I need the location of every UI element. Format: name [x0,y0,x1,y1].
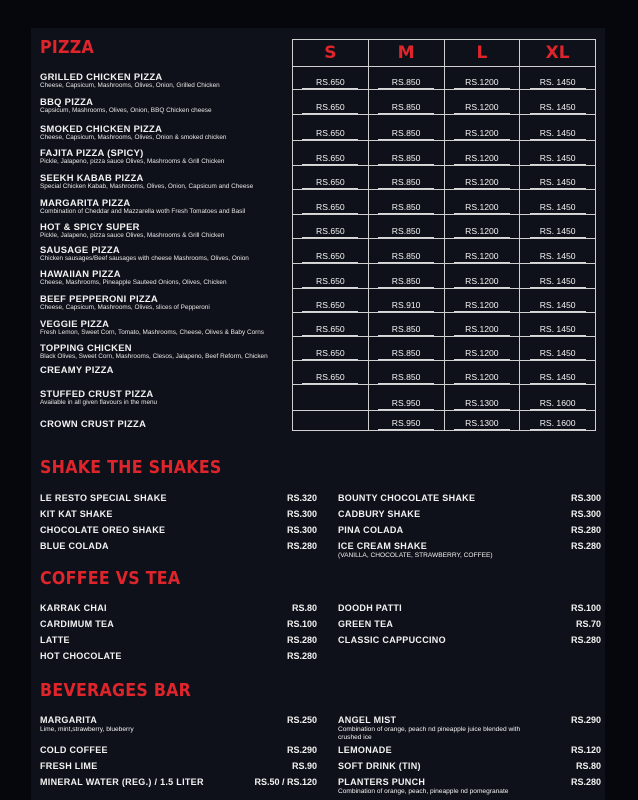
price-cell [293,337,369,361]
menu-item [338,715,528,742]
price-cell [293,384,369,410]
pizza-description: Black Olives, Sweet Corn, Mashrooms, Clesos, Jalapeno, Beef Reform, Chicken [40,353,268,360]
price-cell [520,337,596,361]
menu-item [40,603,107,614]
price-value: RS.650 [302,324,358,336]
pizza-name: VEGGIE PIZZA [40,318,110,329]
price-value: RS. 1600 [530,398,586,410]
price-value: RS.1200 [454,300,510,312]
menu-item [338,525,403,536]
price-cell [520,215,596,239]
item-price: RS.280 [570,635,601,645]
price-cell [293,189,369,214]
price-cell [368,90,444,115]
item-name: CADBURY SHAKE [338,509,421,519]
price-value: RS.850 [378,251,434,263]
item-price: RS.90 [291,761,317,771]
price-value: RS.1200 [454,324,510,336]
price-cell [368,165,444,189]
pizza-name: STUFFED CRUST PIZZA [40,388,154,399]
price-cell [293,361,369,384]
price-value: RS.850 [378,226,434,238]
menu-item [40,525,165,536]
item-name: LEMONADE [338,745,392,755]
menu-item [338,493,475,504]
price-value: RS.1200 [454,372,510,384]
price-value: RS. 1450 [530,276,586,288]
price-value: RS. 1450 [530,77,586,89]
pizza-item [40,364,290,375]
item-price: RS.80 [575,761,601,771]
price-cell [520,165,596,189]
menu-item [40,745,108,756]
price-value: RS. 1450 [530,300,586,312]
price-value: RS.1200 [454,202,510,214]
pizza-item [40,244,290,263]
price-value: RS.1200 [454,153,510,165]
pizza-name: HAWAIIAN PIZZA [40,268,121,279]
pizza-price-row [293,263,596,288]
item-description: Combination of orange, peach nd pineapple juice blended with crushed ice [338,726,521,741]
price-value: RS. 1450 [530,348,586,360]
price-value: RS.650 [302,226,358,238]
item-price: RS.300 [286,509,317,519]
pizza-price-row [293,361,596,384]
price-value: RS.850 [378,202,434,214]
pizza-name: TOPPING CHICKEN [40,342,132,353]
item-name: ICE CREAM SHAKE [338,541,428,551]
price-cell [444,165,520,189]
price-cell [293,288,369,312]
menu-item [40,619,114,630]
price-cell [520,90,596,115]
price-value: RS.1300 [454,398,510,410]
price-cell [520,140,596,165]
pizza-price-row [293,189,596,214]
price-value: RS.1200 [454,77,510,89]
item-name: PINA COLADA [338,525,404,535]
item-price: RS.290 [570,715,601,725]
item-price: RS.300 [286,525,317,535]
menu-item [40,493,167,504]
pizza-item [40,293,290,312]
price-value: RS.850 [378,324,434,336]
price-cell [293,140,369,165]
price-cell [520,67,596,90]
pizza-description: Cheese, Capsicum, Mashrooms, Olives, Onion, Grilled Chicken [40,82,220,89]
price-cell [520,410,596,430]
pizza-item [40,197,290,216]
price-cell [444,384,520,410]
item-name: DOODH PATTI [338,603,402,613]
price-value: RS.1300 [454,418,510,430]
price-cell [520,384,596,410]
pizza-price-row [293,288,596,312]
price-value: RS.850 [378,348,434,360]
pizza-description: Cheese, Capsicum, Mashrooms, Olives, Onion & smoked chicken [40,134,227,141]
price-cell [368,288,444,312]
price-value: RS. 1450 [530,251,586,263]
price-value: RS.1200 [454,177,510,189]
item-price: RS.280 [286,541,317,551]
price-cell [293,90,369,115]
item-name: KARRAK CHAI [40,603,107,613]
pizza-price-row [293,337,596,361]
pizza-item [40,318,290,337]
item-price: RS.280 [570,541,601,551]
price-value: RS.650 [302,251,358,263]
item-name: MINERAL WATER (REG.) / 1.5 LITER [40,777,204,787]
pizza-name: HOT & SPICY SUPER [40,221,140,232]
price-cell [368,140,444,165]
pizza-price-row [293,215,596,239]
item-price: RS.280 [286,651,317,661]
item-name: HOT CHOCOLATE [40,651,122,661]
price-value: RS.650 [302,102,358,114]
price-cell [368,239,444,263]
item-description: (VANILLA, CHOCOLATE, STRAWBERRY, COFFEE) [338,552,493,559]
price-cell [444,263,520,288]
item-price: RS.280 [286,635,317,645]
price-value: RS. 1450 [530,202,586,214]
pizza-description: Cheese, Capsicum, Mashrooms, Olives, slices of Pepperoni [40,304,210,311]
price-value: RS. 1600 [530,418,586,430]
pizza-description: Fresh Lemon, Sweet Corn, Tomato, Mashrooms, Cheese, Olives & Baby Corns [40,329,265,336]
price-cell [444,189,520,214]
price-cell [368,337,444,361]
price-cell [444,288,520,312]
price-value: RS. 1450 [530,324,586,336]
price-cell [368,263,444,288]
item-price: RS.70 [575,619,601,629]
price-value: RS.1200 [454,251,510,263]
pizza-item [40,342,290,361]
item-description: Combination of orange, peach, pineapple nd pomegranate [338,788,509,795]
item-name: CARDIMUM TEA [40,619,115,629]
pizza-item [40,96,290,115]
price-value: RS.1200 [454,348,510,360]
price-value: RS.1200 [454,276,510,288]
price-cell [444,312,520,336]
pizza-price-row [293,140,596,165]
size-header-row [293,40,596,67]
pizza-item [40,147,290,166]
size-header: S [293,40,369,67]
beverages-heading: BEVERAGES BAR [40,680,192,701]
item-name: BLUE COLADA [40,541,109,551]
shakes-heading: SHAKE THE SHAKES [40,457,222,478]
price-value: RS.950 [378,398,434,410]
price-cell [520,312,596,336]
price-cell [368,215,444,239]
price-value: RS. 1450 [530,128,586,140]
price-cell [444,337,520,361]
price-cell [368,189,444,214]
price-value: RS.650 [302,348,358,360]
pizza-price-row [293,90,596,115]
price-value: RS.650 [302,153,358,165]
pizza-name: SEEKH KABAB PIZZA [40,172,144,183]
item-name: GREEN TEA [338,619,394,629]
pizza-description: Pickle, Jalapeno, pizza sauce Olives, Mashrooms & Grill Chicken [40,158,225,165]
item-name: CLASSIC CAPPUCCINO [338,635,446,645]
pizza-price-row [293,165,596,189]
price-cell [293,239,369,263]
menu-item [338,619,393,630]
item-price: RS.80 [291,603,317,613]
price-cell [293,215,369,239]
menu-item [40,541,109,552]
price-cell [293,115,369,140]
item-description: Lime, mint,strawberry, blueberry [40,726,134,733]
price-value: RS.950 [378,418,434,430]
menu-item [338,777,508,796]
price-value: RS.650 [302,77,358,89]
price-cell [520,115,596,140]
item-name: BOUNTY CHOCOLATE SHAKE [338,493,476,503]
price-value: RS.650 [302,202,358,214]
price-cell [444,115,520,140]
pizza-description: Chicken sausages/Beef sausages with cheese Mashrooms, Olives, Onion [40,255,249,262]
item-name: MARGARITA [40,715,98,725]
price-cell [444,67,520,90]
price-cell [368,67,444,90]
pizza-description: Combination of Cheddar and Mazzarella woth Fresh Tomatoes and Basil [40,208,246,215]
price-value: RS. 1450 [530,153,586,165]
item-name: KIT KAT SHAKE [40,509,113,519]
pizza-name: FAJITA PIZZA (SPICY) [40,147,144,158]
pizza-price-row [293,67,596,90]
pizza-name: SAUSAGE PIZZA [40,244,120,255]
price-cell [368,115,444,140]
price-value: RS.850 [378,153,434,165]
price-cell [520,361,596,384]
size-header: M [368,40,444,67]
item-price: RS.320 [286,493,317,503]
item-price: RS.250 [286,715,317,725]
item-price: RS.50 / RS.120 [254,777,317,787]
menu-item [338,509,420,520]
pizza-name: BEEF PEPPERONI PIZZA [40,293,158,304]
pizza-name: GRILLED CHICKEN PIZZA [40,71,163,82]
price-value: RS. 1450 [530,177,586,189]
menu-item [40,777,204,788]
price-cell [444,140,520,165]
price-value: RS.910 [378,300,434,312]
price-cell [293,165,369,189]
price-cell [520,263,596,288]
price-value: RS.850 [378,276,434,288]
menu-item [40,635,70,646]
menu-item [40,509,113,520]
item-price: RS.280 [570,777,601,787]
price-cell [368,384,444,410]
price-cell [520,239,596,263]
price-value: RS.1200 [454,102,510,114]
price-value: RS.850 [378,372,434,384]
price-cell [444,90,520,115]
pizza-description: Pickle, Jalapeno, pizza sauce Olives, Mashrooms & Grill Chicken [40,232,225,239]
price-value: RS.650 [302,128,358,140]
size-header: XL [520,40,596,67]
item-name: FRESH LIME [40,761,98,771]
price-value: RS.850 [378,102,434,114]
pizza-heading: PIZZA [40,37,95,58]
price-cell [293,312,369,336]
pizza-name: CROWN CRUST PIZZA [40,418,147,429]
pizza-item [40,388,290,407]
pizza-item [40,123,290,142]
price-value: RS.1200 [454,128,510,140]
menu-item [338,603,402,614]
item-price: RS.100 [570,603,601,613]
price-cell [444,361,520,384]
menu-item [338,635,446,646]
pizza-description: Cheese, Mashrooms, Pineapple Sauteed Onions, Olives, Chicken [40,279,227,286]
pizza-item [40,71,290,90]
item-name: LATTE [40,635,70,645]
price-value: RS.650 [302,372,358,384]
item-price: RS.300 [570,493,601,503]
price-cell [293,263,369,288]
pizza-price-row [293,384,596,410]
item-price: RS.280 [570,525,601,535]
price-cell [444,215,520,239]
price-value: RS.1200 [454,226,510,238]
price-value: RS.850 [378,77,434,89]
item-price: RS.290 [286,745,317,755]
pizza-name: BBQ PIZZA [40,96,94,107]
pizza-price-row [293,239,596,263]
price-cell [444,410,520,430]
price-cell [520,189,596,214]
menu-item [40,715,134,734]
item-name: ANGEL MIST [338,715,397,725]
item-name: PLANTERS PUNCH [338,777,426,787]
price-value: RS.650 [302,300,358,312]
price-value: RS. 1450 [530,372,586,384]
pizza-item [40,418,290,429]
pizza-price-row [293,410,596,430]
pizza-item [40,221,290,240]
menu-item [338,541,493,560]
price-cell [520,288,596,312]
pizza-name: SMOKED CHICKEN PIZZA [40,123,163,134]
pizza-description: Special Chicken Kabab, Mashrooms, Olives, Onion, Capsicum and Cheese [40,183,254,190]
menu-item [338,761,421,772]
item-price: RS.100 [286,619,317,629]
pizza-price-row [293,115,596,140]
price-value: RS.650 [302,177,358,189]
item-price: RS.300 [570,509,601,519]
item-name: SOFT DRINK (TIN) [338,761,421,771]
pizza-item [40,172,290,191]
price-value: RS.850 [378,128,434,140]
price-cell [293,410,369,430]
price-value: RS.650 [302,276,358,288]
size-header: L [444,40,520,67]
item-name: CHOCOLATE OREO SHAKE [40,525,166,535]
price-cell [368,410,444,430]
item-price: RS.120 [570,745,601,755]
pizza-item [40,268,290,287]
menu-item [40,761,98,772]
pizza-name: CREAMY PIZZA [40,364,114,375]
price-value: RS.850 [378,177,434,189]
pizza-description: Capsicum, Mashrooms, Olives, Onion, BBQ Chicken cheese [40,107,212,114]
item-name: LE RESTO SPECIAL SHAKE [40,493,167,503]
price-cell [368,361,444,384]
menu-item [338,745,392,756]
menu-item [40,651,122,662]
pizza-name: MARGARITA PIZZA [40,197,131,208]
pizza-price-row [293,312,596,336]
coffee-heading: COFFEE VS TEA [40,568,181,589]
item-name: COLD COFFEE [40,745,108,755]
pizza-price-table [292,39,596,431]
price-cell [293,67,369,90]
price-value: RS. 1450 [530,102,586,114]
price-cell [444,239,520,263]
price-value: RS. 1450 [530,226,586,238]
price-cell [368,312,444,336]
pizza-description: Available in all given flavours in the menu [40,399,158,406]
